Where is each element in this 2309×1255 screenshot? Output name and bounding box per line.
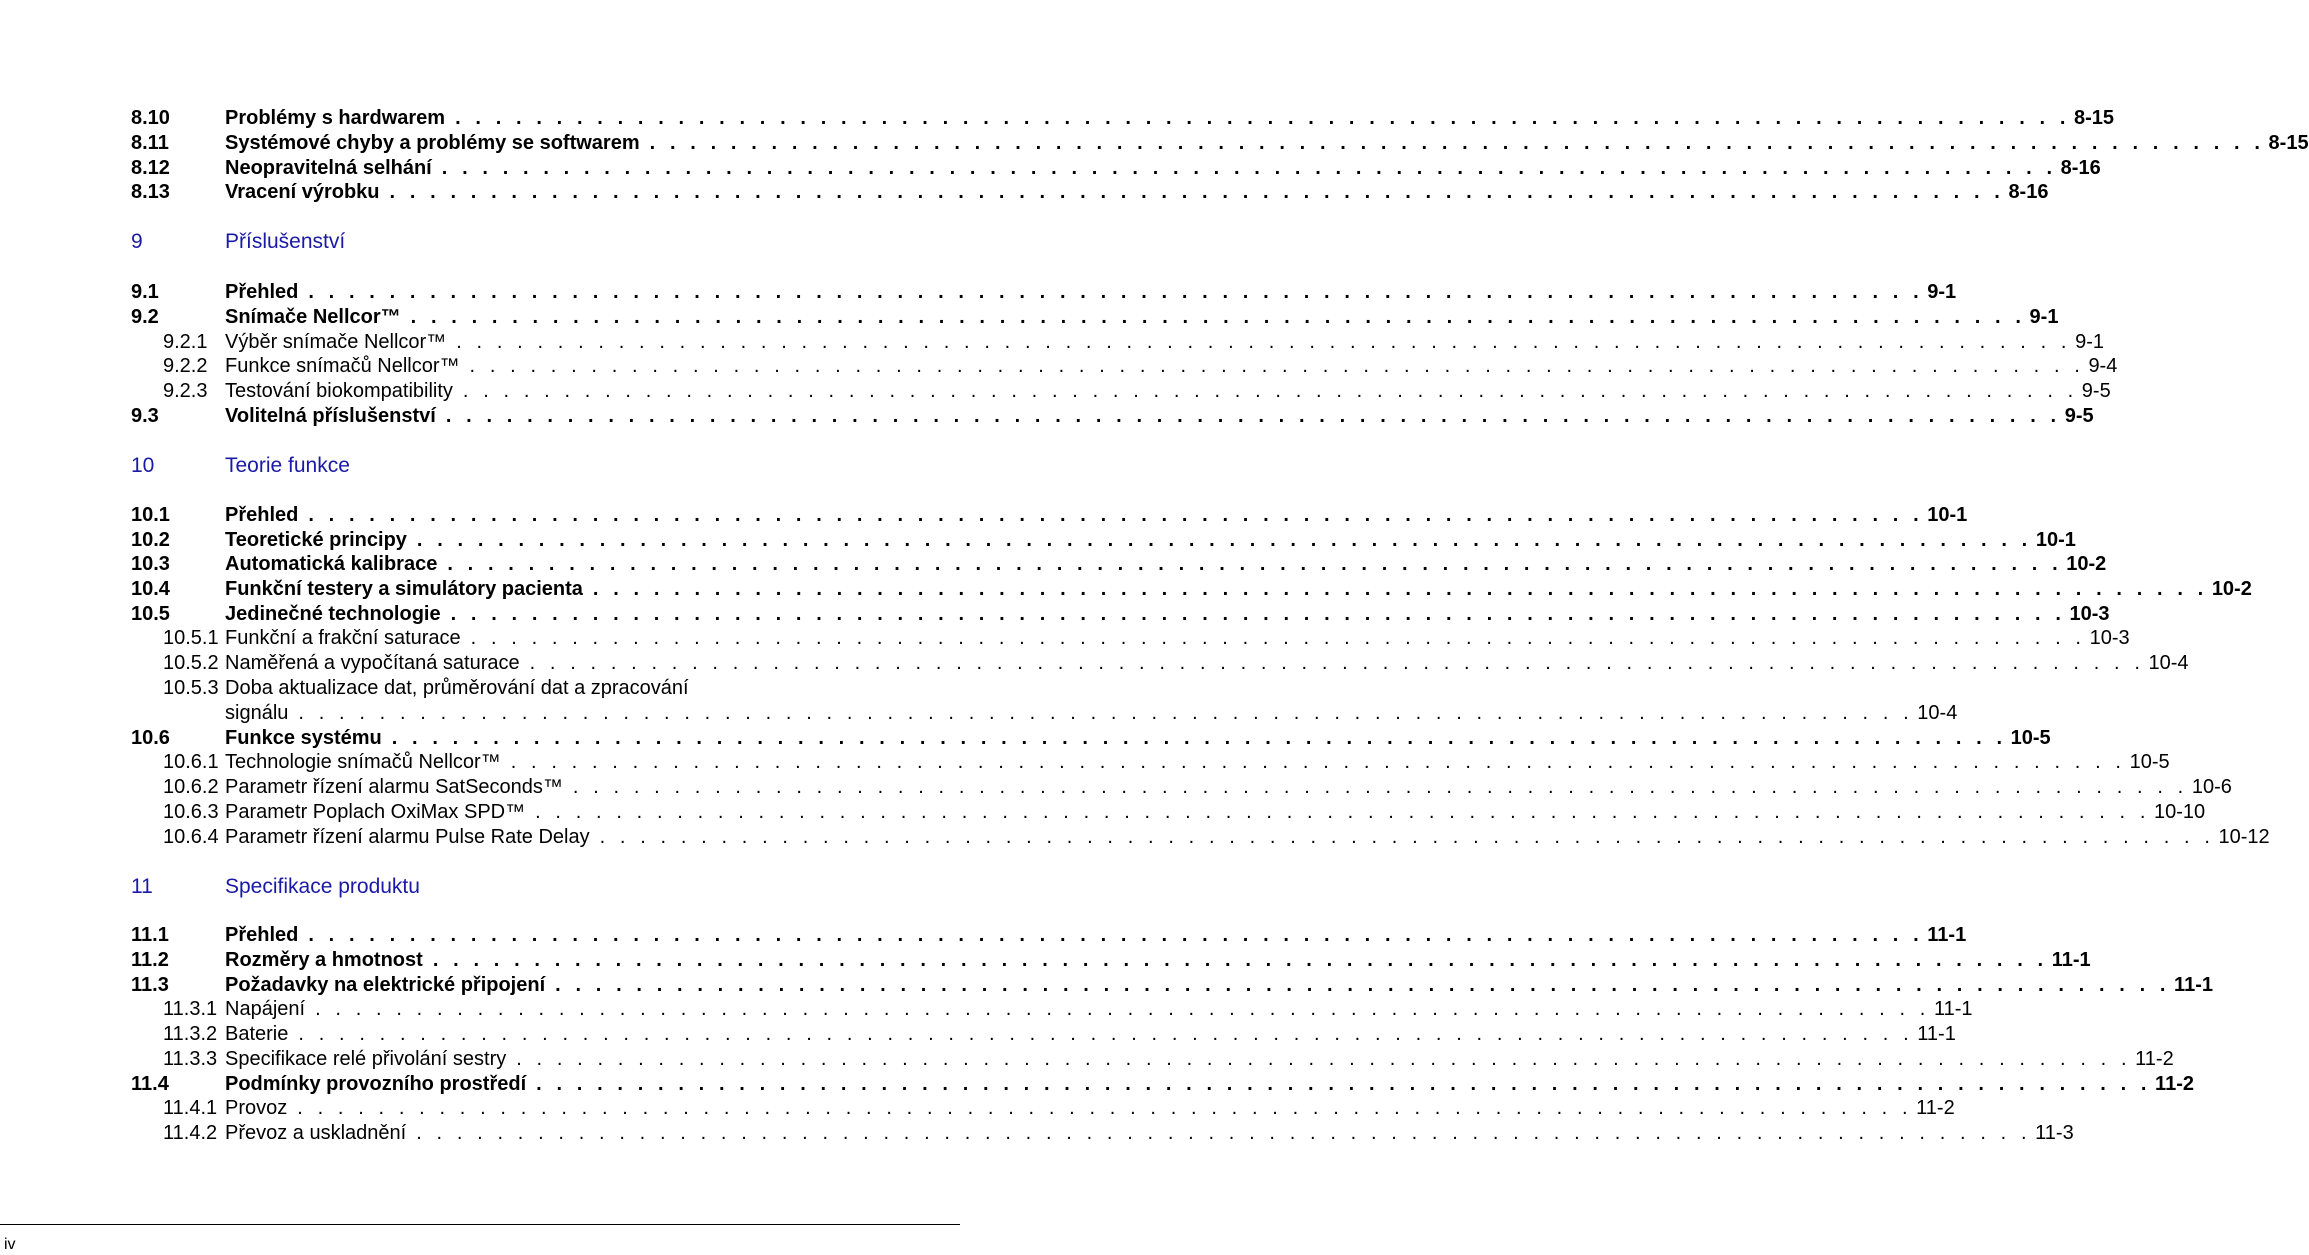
chapter-title: Specifikace produktu (225, 875, 420, 898)
dot-leader: . . . . . . . . . . . . . . . . . . . . . . . . . . . . . . . . . . . . . . . . . . . . . . . . . . . . . . . . . . . . . . . . . . . . . . . . . . . . . . . . (441, 157, 2057, 179)
dot-leader: . . . . . . . . . . . . . . . . . . . . . . . . . . . . . . . . . . . . . . . . . . . . . . . . . . . . . . . . . . . . . . . . . . . . . . . . . . . . . . . . (536, 1073, 2152, 1095)
dot-leader: . . . . . . . . . . . . . . . . . . . . . . . . . . . . . . . . . . . . . . . . . . . . . . . . . . . . . . . . . . . . . . . . . . . . . . . . . . . . . . . . (516, 1048, 2132, 1070)
entry-page: 8-15 (2268, 132, 2309, 154)
dot-leader: . . . . . . . . . . . . . . . . . . . . . . . . . . . . . . . . . . . . . . . . . . . . . . . . . . . . . . . . . . . . . . . . . . . . . . . . . . . . . . . . (308, 281, 1924, 303)
entry-page: 11-2 (2135, 1048, 2174, 1070)
entry-title: Snímače Nellcor™ (225, 306, 401, 328)
entry-title: Funkce snímačů Nellcor™ (225, 355, 460, 377)
entry-title: Technologie snímačů Nellcor™ (225, 751, 501, 773)
toc-entry-10-5[interactable] (131, 602, 2110, 626)
entry-title-continued: signálu (225, 702, 289, 724)
dot-leader: . . . . . . . . . . . . . . . . . . . . . . . . . . . . . . . . . . . . . . . . . . . . . . . . . . . . . . . . . . . . . . . . . . . . . . . . . . . . . . . . (315, 998, 1930, 1020)
dot-leader: . . . . . . . . . . . . . . . . . . . . . . . . . . . . . . . . . . . . . . . . . . . . . . . . . . . . . . . . . . . . . . . . . . . . . . . . . . . . . . . . (456, 331, 2072, 353)
entry-title: Problémy s hardwarem (225, 107, 446, 129)
entry-page: 11-1 (1933, 998, 1973, 1020)
toc-entry-11-4[interactable] (131, 1072, 2194, 1096)
dot-leader: . . . . . . . . . . . . . . . . . . . . . . . . . . . . . . . . . . . . . . . . . . . . . . . . . . . . . . . . . . . . . . . . . . . . . . . . . . . . . . . . (462, 380, 2078, 402)
entry-number: 9.2 (131, 306, 159, 328)
entry-page: 9-4 (2088, 355, 2118, 377)
entry-page: 8-15 (2074, 107, 2115, 129)
entry-number: 10.1 (131, 504, 170, 526)
dot-leader: . . . . . . . . . . . . . . . . . . . . . . . . . . . . . . . . . . . . . . . . . . . . . . . . . . . . . . . . . . . . . . . . . . . . . . . . . . . . . . . . (298, 1023, 1914, 1045)
entry-number: 11.3.2 (163, 1023, 218, 1045)
entry-title: Automatická kalibrace (225, 553, 438, 575)
toc-entry-11-3-3[interactable] (163, 1047, 2174, 1071)
dot-leader: . . . . . . . . . . . . . . . . . . . . . . . . . . . . . . . . . . . . . . . . . . . . . . . . . . . . . . . . . . . . . . . . . . . . . . . . . . . . . . . . (455, 107, 2070, 129)
entry-title: Vracení výrobku (225, 181, 380, 203)
entry-number: 10.6 (131, 727, 170, 749)
toc-entry-8-12[interactable] (131, 156, 2101, 180)
toc-entry-9-2-3[interactable] (163, 379, 2111, 403)
toc-entry-8-11[interactable] (131, 131, 2309, 155)
toc-entry-10-2[interactable] (131, 528, 2076, 552)
entry-page: 8-16 (2008, 181, 2049, 203)
toc-entry-11-4-2[interactable] (163, 1121, 2074, 1145)
entry-number: 9.1 (131, 281, 159, 303)
entry-number: 11.4.2 (163, 1122, 218, 1144)
dot-leader: . . . . . . . . . . . . . . . . . . . . . . . . . . . . . . . . . . . . . . . . . . . . . . . . . . . . . . . . . . . . . . . . . . . . . . . . . . . . . . . . (572, 776, 2188, 798)
entry-page: 10-4 (2148, 652, 2189, 674)
entry-page: 8-16 (2060, 157, 2101, 179)
dot-leader: . . . . . . . . . . . . . . . . . . . . . . . . . . . . . . . . . . . . . . . . . . . . . . . . . . . . . . . . . . . . . . . . . . . . . . . . . . . . . . . . (535, 801, 2151, 823)
chapter-heading-11[interactable] (131, 874, 420, 900)
entry-title: Podmínky provozního prostředí (225, 1073, 527, 1095)
entry-page: 9-1 (1927, 281, 1957, 303)
dot-leader: . . . . . . . . . . . . . . . . . . . . . . . . . . . . . . . . . . . . . . . . . . . . . . . . . . . . . . . . . . . . . . . . . . . . . . . . . . . . . . . . (416, 529, 2032, 551)
entry-page: 10-5 (2129, 751, 2170, 773)
entry-page: 11-1 (1917, 1023, 1956, 1045)
page-number: iv (4, 1236, 16, 1253)
entry-title: Systémové chyby a problémy se softwarem (225, 132, 640, 154)
entry-page: 10-1 (1927, 504, 1968, 526)
dot-leader: . . . . . . . . . . . . . . . . . . . . . . . . . . . . . . . . . . . . . . . . . . . . . . . . . . . . . . . . . . . . . . . . . . . . . . . . . . . . . . . . (297, 1097, 1913, 1119)
toc-entry-11-3-1[interactable] (163, 997, 1973, 1021)
chapter-number: 10 (131, 454, 155, 477)
entry-title: Baterie (225, 1023, 289, 1045)
dot-leader: . . . . . . . . . . . . . . . . . . . . . . . . . . . . . . . . . . . . . . . . . . . . . . . . . . . . . . . . . . . . . . . . . . . . . . . . . . . . . . . . (308, 924, 1924, 946)
entry-number: 10.4 (131, 578, 170, 600)
entry-title: Jedinečné technologie (225, 603, 441, 625)
dot-leader: . . . . . . . . . . . . . . . . . . . . . . . . . . . . . . . . . . . . . . . . . . . . . . . . . . . . . . . . . . . . . . . . . . . . . . . . . . . . . . . . (592, 578, 2208, 600)
dot-leader: . . . . . . . . . . . . . . . . . . . . . . . . . . . . . . . . . . . . . . . . . . . . . . . . . . . . . . . . . . . . . . . . . . . . . . . . . . . . . . . . (470, 627, 2086, 649)
toc-entry-11-3-2[interactable] (163, 1022, 1956, 1046)
entry-number: 8.13 (131, 181, 170, 203)
entry-number: 10.3 (131, 553, 170, 575)
entry-page: 9-5 (2081, 380, 2111, 402)
entry-title: Funkční testery a simulátory pacienta (225, 578, 583, 600)
dot-leader: . . . . . . . . . . . . . . . . . . . . . . . . . . . . . . . . . . . . . . . . . . . . . . . . . . . . . . . . . . . . . . . . . . . . . . . . . . . . . . . . (445, 405, 2061, 427)
entry-page: 11-3 (2035, 1122, 2074, 1144)
entry-number: 10.5 (131, 603, 170, 625)
entry-title: Testování biokompatibility (225, 380, 453, 402)
entry-page: 10-2 (2211, 578, 2252, 600)
entry-title: Naměřená a vypočítaná saturace (225, 652, 520, 674)
entry-page: 11-2 (1916, 1097, 1955, 1119)
entry-number: 11.3 (131, 974, 169, 996)
toc-entry-10-5-1[interactable] (163, 626, 2130, 650)
entry-page: 9-1 (2029, 306, 2059, 328)
toc-entry-8-13[interactable] (131, 180, 2049, 204)
dot-leader: . . . . . . . . . . . . . . . . . . . . . . . . . . . . . . . . . . . . . . . . . . . . . . . . . . . . . . . . . . . . . . . . . . . . . . . . . . . . . . . . (529, 652, 2145, 674)
entry-title: Neopravitelná selhání (225, 157, 432, 179)
toc-entry-10-6-4[interactable] (163, 825, 2270, 849)
toc-entry-9-2[interactable] (131, 305, 2059, 329)
entry-number: 10.2 (131, 529, 170, 551)
toc-entry-10-5-3[interactable] (163, 676, 829, 700)
entry-page: 9-1 (2075, 331, 2104, 353)
entry-page: 10-1 (2035, 529, 2076, 551)
toc-entry-10-3[interactable] (131, 552, 2107, 576)
entry-number: 10.6.2 (163, 776, 219, 798)
entry-number: 8.11 (131, 132, 169, 154)
dot-leader: . . . . . . . . . . . . . . . . . . . . . . . . . . . . . . . . . . . . . . . . . . . . . . . . . . . . . . . . . . . . . . . . . . . . . . . . . . . . . . . . (391, 727, 2007, 749)
entry-number: 11.4.1 (163, 1097, 218, 1119)
dot-leader: . . . . . . . . . . . . . . . . . . . . . . . . . . . . . . . . . . . . . . . . . . . . . . . . . . . . . . . . . . . . . . . . . . . . . . . . . . . . . . . . (469, 355, 2085, 377)
entry-number: 10.6.1 (163, 751, 219, 773)
dot-leader: . . . . . . . . . . . . . . . . . . . . . . . . . . . . . . . . . . . . . . . . . . . . . . . . . . . . . . . . . . . . . . . . . . . . . . . . . . . . . . . . (308, 504, 1924, 526)
entry-number: 10.5.2 (163, 652, 219, 674)
chapter-number: 9 (131, 230, 143, 253)
entry-number: 11.2 (131, 949, 169, 971)
chapter-title: Teorie funkce (225, 454, 350, 477)
entry-number: 10.5.1 (163, 627, 219, 649)
dot-leader: . . . . . . . . . . . . . . . . . . . . . . . . . . . . . . . . . . . . . . . . . . . . . . . . . . . . . . . . . . . . . . . . . . . . . . . . . . . . . . . . (389, 181, 2005, 203)
entry-title: Parametr Poplach OxiMax SPD™ (225, 801, 526, 823)
toc-entry-10-6-2[interactable] (163, 775, 2232, 799)
entry-page: 11-2 (2155, 1073, 2194, 1095)
toc-entry-10-5-2[interactable] (163, 651, 2189, 675)
entry-title: Teoretické principy (225, 529, 407, 551)
entry-number: 11.1 (131, 924, 169, 946)
entry-page: 11-1 (1927, 924, 1967, 946)
toc-entry-10-5-3-continued[interactable] (225, 701, 1958, 725)
entry-page: 10-2 (2066, 553, 2107, 575)
entry-page: 10-3 (2089, 627, 2130, 649)
entry-title: Požadavky na elektrické připojení (225, 974, 546, 996)
dot-leader: . . . . . . . . . . . . . . . . . . . . . . . . . . . . . . . . . . . . . . . . . . . . . . . . . . . . . . . . . . . . . . . . . . . . . . . . . . . . . . . . (416, 1122, 2032, 1144)
entry-number: 9.2.2 (163, 355, 208, 377)
entry-page: 10-5 (2010, 727, 2051, 749)
toc-entry-10-4[interactable] (131, 577, 2252, 601)
entry-title: Napájení (225, 998, 306, 1020)
dot-leader: . . . . . . . . . . . . . . . . . . . . . . . . . . . . . . . . . . . . . . . . . . . . . . . . . . . . . . . . . . . . . . . . . . . . . . . . . . . . . . . . (298, 702, 1914, 724)
dot-leader: . . . . . . . . . . . . . . . . . . . . . . . . . . . . . . . . . . . . . . . . . . . . . . . . . . . . . . . . . . . . . . . . . . . . . . . . . . . . . . . . (555, 974, 2171, 996)
entry-title: Provoz (225, 1097, 288, 1119)
toc-entry-9-2-2[interactable] (163, 354, 2118, 378)
entry-title: Volitelná příslušenství (225, 405, 436, 427)
entry-title: Přehled (225, 281, 299, 303)
toc-entry-11-2[interactable] (131, 948, 2091, 972)
chapter-heading-9[interactable] (131, 229, 345, 255)
entry-number: 10.5.3 (163, 677, 219, 699)
entry-number: 9.2.3 (163, 380, 208, 402)
entry-number: 10.6.4 (163, 826, 219, 848)
entry-number: 11.4 (131, 1073, 169, 1095)
entry-title: Doba aktualizace dat, průměrování dat a zpracování (225, 677, 689, 699)
entry-title: Přehled (225, 924, 299, 946)
dot-leader: . . . . . . . . . . . . . . . . . . . . . . . . . . . . . . . . . . . . . . . . . . . . . . . . . . . . . . . . . . . . . . . . . . . . . . . . . . . . . . . . (432, 949, 2048, 971)
entry-number: 8.12 (131, 157, 170, 179)
toc-entry-9-1[interactable] (131, 280, 1957, 304)
entry-page: 11-1 (2174, 974, 2213, 996)
dot-leader: . . . . . . . . . . . . . . . . . . . . . . . . . . . . . . . . . . . . . . . . . . . . . . . . . . . . . . . . . . . . . . . . . . . . . . . . . . . . . . . . (649, 132, 2265, 154)
dot-leader: . . . . . . . . . . . . . . . . . . . . . . . . . . . . . . . . . . . . . . . . . . . . . . . . . . . . . . . . . . . . . . . . . . . . . . . . . . . . . . . . (447, 553, 2063, 575)
toc-entry-10-6-3[interactable] (163, 800, 2206, 824)
entry-title: Převoz a uskladnění (225, 1122, 407, 1144)
entry-title: Výběr snímače Nellcor™ (225, 331, 447, 353)
entry-title: Funkční a frakční saturace (225, 627, 461, 649)
dot-leader: . . . . . . . . . . . . . . . . . . . . . . . . . . . . . . . . . . . . . . . . . . . . . . . . . . . . . . . . . . . . . . . . . . . . . . . . . . . . . . . . (450, 603, 2066, 625)
toc-entry-11-3[interactable] (131, 973, 2213, 997)
entry-page: 10-12 (2218, 826, 2270, 848)
entry-number: 10.6.3 (163, 801, 219, 823)
dot-leader: . . . . . . . . . . . . . . . . . . . . . . . . . . . . . . . . . . . . . . . . . . . . . . . . . . . . . . . . . . . . . . . . . . . . . . . . . . . . . . . . (599, 826, 2215, 848)
chapter-heading-10[interactable] (131, 453, 350, 479)
dot-leader: . . . . . . . . . . . . . . . . . . . . . . . . . . . . . . . . . . . . . . . . . . . . . . . . . . . . . . . . . . . . . . . . . . . . . . . . . . . . . . . . (410, 306, 2026, 328)
entry-title: Funkce systému (225, 727, 382, 749)
entry-number: 11.3.3 (163, 1048, 218, 1070)
footer-rule (0, 1224, 960, 1225)
toc-entry-9-3[interactable] (131, 404, 2094, 428)
entry-number: 9.3 (131, 405, 159, 427)
entry-title: Specifikace relé přivolání sestry (225, 1048, 507, 1070)
entry-number: 11.3.1 (163, 998, 218, 1020)
entry-number: 9.2.1 (163, 331, 208, 353)
toc-entry-11-1[interactable] (131, 923, 1967, 947)
entry-page: 9-5 (2064, 405, 2094, 427)
toc-entry-8-10[interactable] (131, 106, 2115, 130)
toc-entry-10-6-1[interactable] (163, 750, 2170, 774)
toc-entry-9-2-1[interactable] (163, 330, 2104, 354)
entry-page: 10-6 (2191, 776, 2232, 798)
entry-title: Rozměry a hmotnost (225, 949, 423, 971)
entry-title: Parametr řízení alarmu SatSeconds™ (225, 776, 563, 798)
toc-entry-10-6[interactable] (131, 726, 2051, 750)
toc-entry-10-1[interactable] (131, 503, 1968, 527)
entry-number: 8.10 (131, 107, 170, 129)
chapter-title: Příslušenství (225, 230, 346, 253)
chapter-number: 11 (131, 875, 153, 898)
entry-page: 10-4 (1917, 702, 1958, 724)
toc-entry-11-4-1[interactable] (163, 1096, 1955, 1120)
entry-title: Parametr řízení alarmu Pulse Rate Delay (225, 826, 590, 848)
entry-page: 11-1 (2051, 949, 2091, 971)
entry-page: 10-3 (2069, 603, 2110, 625)
entry-page: 10-10 (2154, 801, 2206, 823)
dot-leader: . . . . . . . . . . . . . . . . . . . . . . . . . . . . . . . . . . . . . . . . . . . . . . . . . . . . . . . . . . . . . . . . . . . . . . . . . . . . . . . . (510, 751, 2126, 773)
entry-title: Přehled (225, 504, 299, 526)
